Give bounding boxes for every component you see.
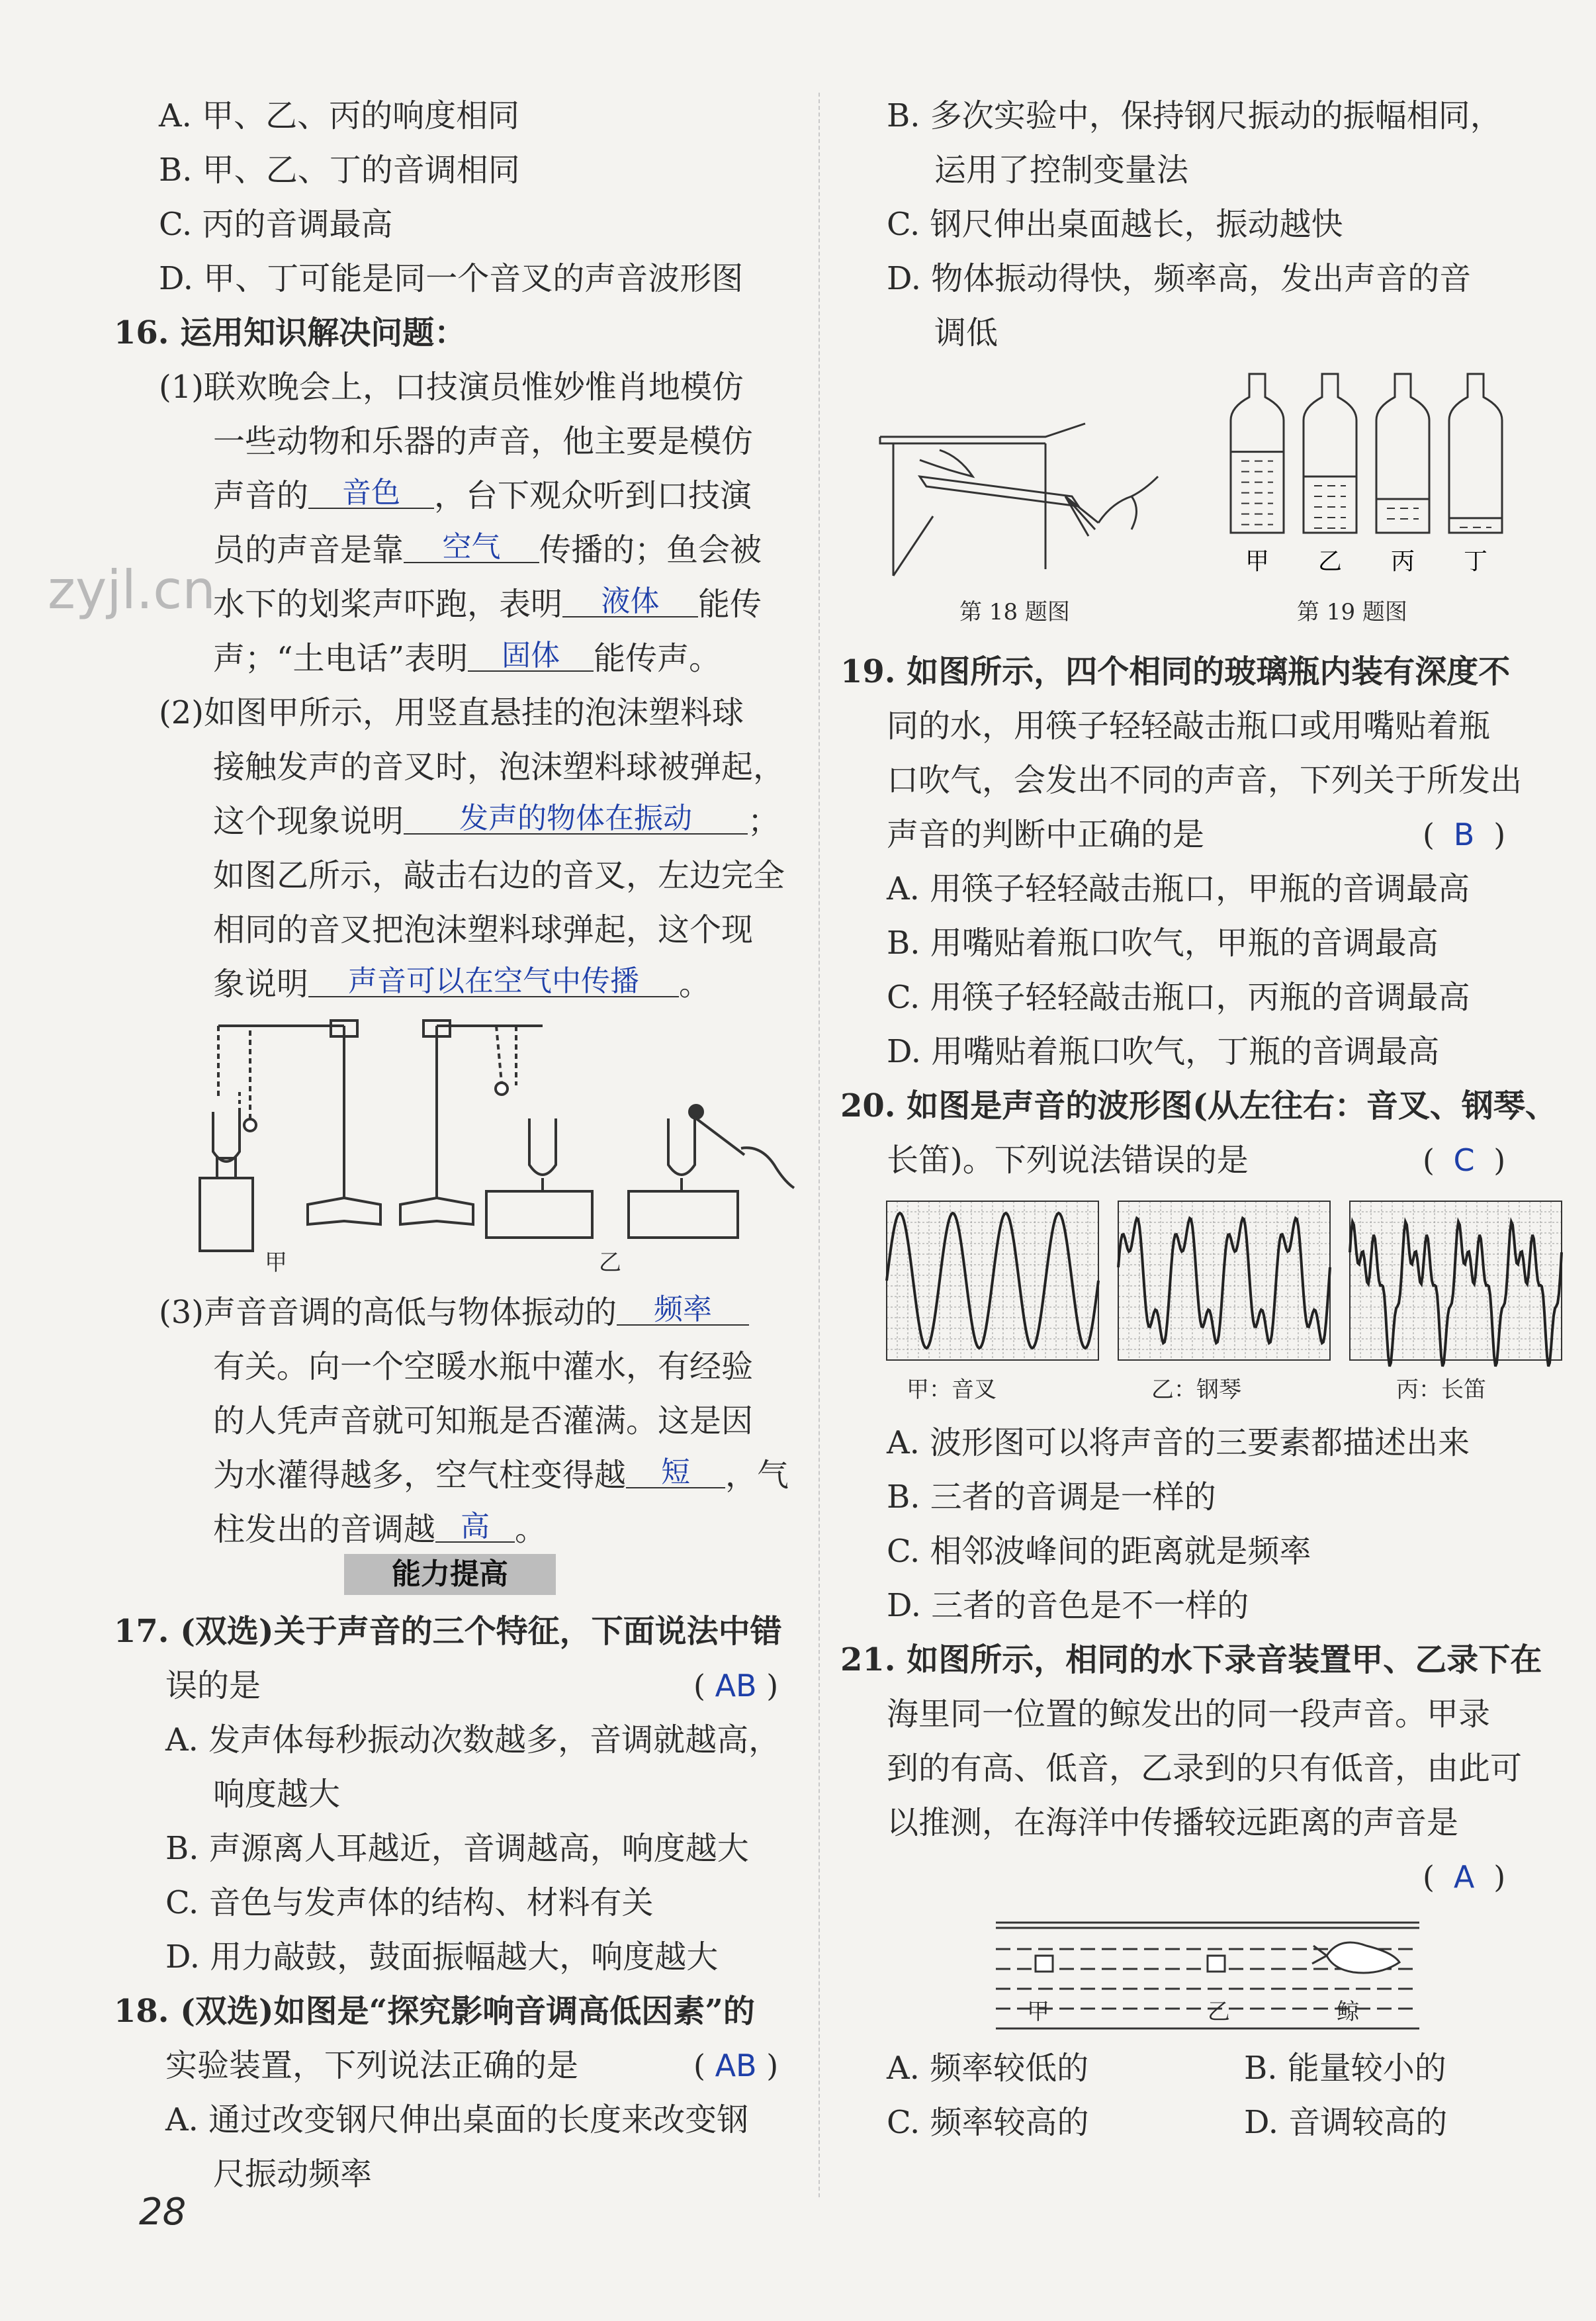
q17-line2: 误的是 bbox=[165, 1667, 261, 1704]
q16-p2-line5: 相同的音叉把泡沫塑料球弹起，这个现 bbox=[213, 911, 754, 948]
q16-p1-line6: 声；“土电话”表明 固体 能传声。 bbox=[213, 639, 721, 677]
answer-blank-high: 高 bbox=[435, 1512, 515, 1543]
q16-p3-line3: 的人凭声音就可知瓶是否灌满。这是因 bbox=[213, 1402, 754, 1439]
q21-label-yi: 乙 bbox=[1208, 1999, 1230, 2025]
answer-blank-air: 空气 bbox=[404, 533, 539, 563]
q17-answer: ( AB ) bbox=[693, 1668, 779, 1704]
q17-option-d: D. 用力敲鼓，鼓面振幅越大，响度越大 bbox=[165, 1938, 719, 1976]
q19-caption: 第 19 题图 bbox=[1297, 599, 1407, 625]
q15-option-a: A. 甲、乙、丙的响度相同 bbox=[159, 97, 520, 134]
q17-option-c: C. 音色与发声体的结构、材料有关 bbox=[165, 1884, 654, 1921]
q17-option-a1: A. 发声体每秒振动次数越多，音调就越高， bbox=[165, 1721, 781, 1758]
watermark: zyjl.cn bbox=[48, 559, 216, 621]
q20-option-c: C. 相邻波峰间的距离就是频率 bbox=[887, 1533, 1311, 1570]
answer-blank-vibration: 发声的物体在振动 bbox=[404, 804, 748, 835]
tuning-fork-figure bbox=[185, 1006, 820, 1284]
q16-p3-line5: 柱发出的音调越 高 。 bbox=[213, 1510, 547, 1548]
waveform-panel-3 bbox=[1350, 1201, 1562, 1367]
answer-blank-timbre: 音色 bbox=[308, 478, 434, 509]
page-number: 28 bbox=[139, 2191, 187, 2234]
q16-p1-line3: 声音的 音色 ，台下观众听到口技演 bbox=[213, 476, 752, 514]
q21-option-b: B. 能量较小的 bbox=[1244, 2050, 1446, 2087]
bottle-1 bbox=[1231, 374, 1284, 575]
q18-line1: 18. (双选)如图是“探究影响音调高低因素”的 bbox=[114, 1993, 755, 2030]
q20-label-fork: 甲：音叉 bbox=[907, 1377, 997, 1403]
q18-option-d2: 调低 bbox=[934, 314, 998, 351]
q19-line1: 19. 如图所示，四个相同的玻璃瓶内装有深度不 bbox=[840, 653, 1511, 690]
q16-p3-line4: 为水灌得越多，空气柱变得越 短 ，气 bbox=[213, 1455, 789, 1494]
answer-blank-liquid: 液体 bbox=[562, 587, 698, 617]
bottle-label: 乙 bbox=[1317, 548, 1343, 575]
q21-answer: ( A ) bbox=[1423, 1859, 1506, 1895]
figure-label-yi: 乙 bbox=[599, 1250, 621, 1276]
q18-option-b2: 运用了控制变量法 bbox=[934, 152, 1189, 189]
q18-option-b1: B. 多次实验中，保持钢尺振动的振幅相同， bbox=[887, 97, 1502, 134]
q19-option-c: C. 用筷子轻轻敲击瓶口，丙瓶的音调最高 bbox=[887, 979, 1470, 1016]
q18-option-a2: 尺振动频率 bbox=[213, 2156, 373, 2193]
q21-label-jia: 甲 bbox=[1027, 1999, 1049, 2025]
q16-p2-line1: (2)如图甲所示，用竖直悬挂的泡沫塑料球 bbox=[159, 694, 744, 731]
q18-option-a1: A. 通过改变钢尺伸出桌面的长度来改变钢 bbox=[165, 2101, 749, 2138]
bottle-2 bbox=[1304, 374, 1356, 575]
q21-label-whale: 鲸 bbox=[1337, 1999, 1359, 2025]
q18-ruler-figure bbox=[880, 397, 1191, 582]
q19-answer: ( B ) bbox=[1423, 817, 1506, 852]
q18-answer: ( AB ) bbox=[693, 2048, 779, 2083]
q21-option-c: C. 频率较高的 bbox=[887, 2104, 1089, 2141]
q19-line3: 口吹气，会发出不同的声音，下列关于所发出 bbox=[887, 762, 1523, 799]
q19-bottles-figure bbox=[1218, 367, 1535, 586]
q20-option-d: D. 三者的音色是不一样的 bbox=[887, 1587, 1249, 1624]
q16-p2-line2: 接触发声的音叉时，泡沫塑料球被弹起， bbox=[213, 749, 785, 786]
q17-option-a2: 响度越大 bbox=[213, 1776, 341, 1813]
q17-option-b: B. 声源离人耳越近，音调越高，响度越大 bbox=[165, 1830, 749, 1867]
q16-p2-line3: 这个现象说明 发声的物体在振动 ； bbox=[213, 801, 780, 840]
q15-option-b: B. 甲、乙、丁的音调相同 bbox=[159, 152, 520, 189]
section-badge: 能力提高 bbox=[344, 1554, 556, 1595]
q15-option-c: C. 丙的音调最高 bbox=[159, 206, 393, 243]
q19-option-d: D. 用嘴贴着瓶口吹气，丁瓶的音调最高 bbox=[887, 1033, 1440, 1070]
q20-label-piano: 乙：钢琴 bbox=[1151, 1377, 1241, 1403]
q19-option-b: B. 用嘴贴着瓶口吹气，甲瓶的音调最高 bbox=[887, 925, 1439, 962]
q20-waveform-figure bbox=[887, 1201, 1588, 1367]
q21-option-a: A. 频率较低的 bbox=[887, 2050, 1089, 2087]
figure-label-jia: 甲 bbox=[265, 1250, 287, 1276]
q18-line2: 实验装置，下列说法正确的是 bbox=[165, 2047, 579, 2084]
answer-blank-frequency: 频率 bbox=[617, 1295, 749, 1326]
q21-option-d: D. 音调较高的 bbox=[1244, 2104, 1448, 2141]
waveform-panel-1 bbox=[887, 1201, 1098, 1360]
q21-line1: 21. 如图所示，相同的水下录音装置甲、乙录下在 bbox=[840, 1641, 1542, 1678]
answer-blank-air-spread: 声音可以在空气中传播 bbox=[308, 967, 679, 997]
q16-title: 16. 运用知识解决问题： bbox=[114, 314, 466, 351]
waveform-panel-2 bbox=[1118, 1201, 1330, 1360]
q16-p1-line4: 员的声音是靠 空气 传播的；鱼会被 bbox=[213, 530, 762, 569]
q19-option-a: A. 用筷子轻轻敲击瓶口，甲瓶的音调最高 bbox=[887, 870, 1470, 907]
bottle-4 bbox=[1449, 374, 1502, 575]
q20-line1: 20. 如图是声音的波形图(从左往右：音叉、钢琴、 bbox=[840, 1087, 1557, 1124]
q21-line2: 海里同一位置的鲸发出的同一段声音。甲录 bbox=[887, 1696, 1491, 1733]
q19-line4: 声音的判断中正确的是 bbox=[887, 816, 1205, 853]
answer-blank-short: 短 bbox=[626, 1458, 725, 1488]
bottle-label: 丁 bbox=[1463, 548, 1488, 575]
q18-option-c: C. 钢尺伸出桌面越长，振动越快 bbox=[887, 206, 1343, 243]
q16-p1-line1: (1)联欢晚会上，口技演员惟妙惟肖地模仿 bbox=[159, 369, 744, 406]
q20-label-flute: 丙：长笛 bbox=[1396, 1377, 1486, 1403]
q18-caption: 第 18 题图 bbox=[959, 599, 1070, 625]
q15-option-d: D. 甲、丁可能是同一个音叉的声音波形图 bbox=[159, 260, 744, 297]
q20-option-b: B. 三者的音调是一样的 bbox=[887, 1479, 1216, 1516]
q21-line4: 以推测，在海洋中传播较远距离的声音是 bbox=[887, 1804, 1459, 1841]
q19-line2: 同的水，用筷子轻轻敲击瓶口或用嘴贴着瓶 bbox=[887, 707, 1491, 745]
bottle-label: 丙 bbox=[1390, 548, 1415, 575]
q16-p2-line4: 如图乙所示，敲击右边的音叉，左边完全 bbox=[213, 857, 785, 894]
q16-p3-line2: 有关。向一个空暖水瓶中灌水，有经验 bbox=[213, 1348, 754, 1385]
q16-p1-line2: 一些动物和乐器的声音，他主要是模仿 bbox=[213, 423, 754, 460]
q21-line3: 到的有高、低音，乙录到的只有低音，由此可 bbox=[887, 1750, 1523, 1787]
q20-line2: 长笛)。下列说法错误的是 bbox=[887, 1142, 1249, 1179]
answer-blank-solid: 固体 bbox=[468, 641, 594, 672]
q16-p2-line6: 象说明 声音可以在空气中传播 。 bbox=[213, 964, 711, 1003]
q17-line1: 17. (双选)关于声音的三个特征，下面说法中错 bbox=[114, 1613, 782, 1650]
q18-option-d1: D. 物体振动得快，频率高，发出声音的音 bbox=[887, 260, 1472, 297]
q20-answer: ( C ) bbox=[1423, 1142, 1506, 1178]
bottle-3 bbox=[1376, 374, 1429, 575]
bottle-label: 甲 bbox=[1245, 548, 1270, 575]
q16-p3-line1: (3)声音音调的高低与物体振动的 频率 bbox=[159, 1293, 749, 1332]
q16-p1-line5: 水下的划桨声吓跑，表明 液体 能传 bbox=[213, 584, 762, 623]
q20-option-a: A. 波形图可以将声音的三要素都描述出来 bbox=[887, 1424, 1470, 1461]
